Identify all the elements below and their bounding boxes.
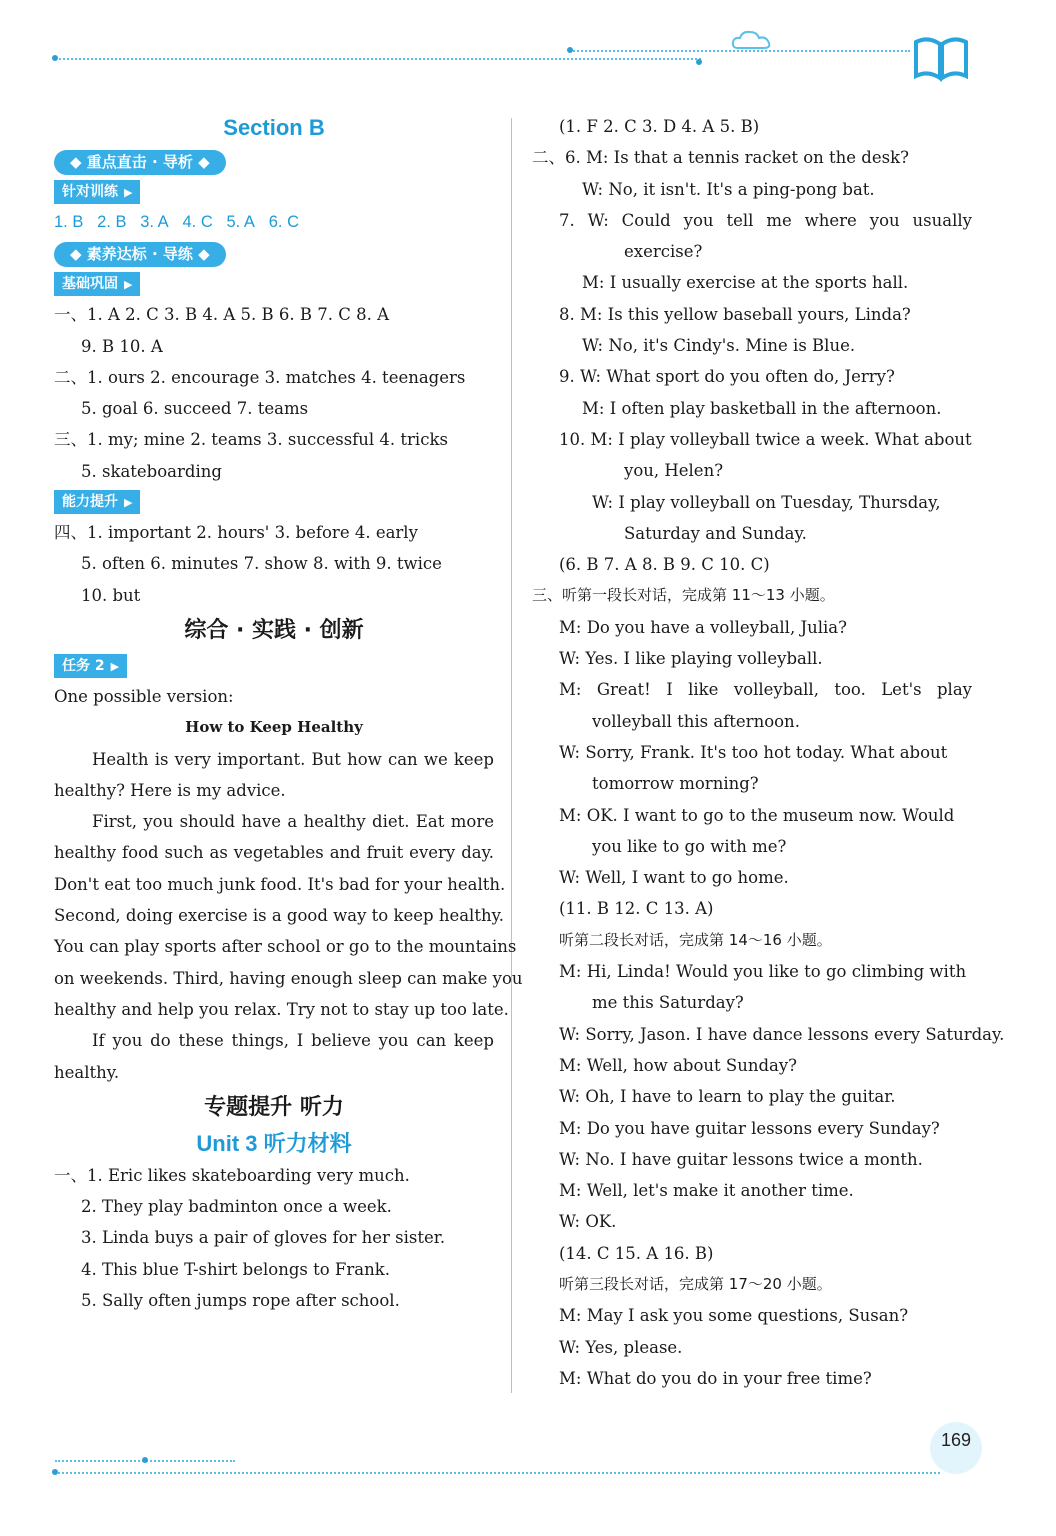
transcript-line: M: Well, let's make it another time.	[559, 1181, 854, 1201]
possible-version: One possible version:	[54, 686, 234, 706]
answer-line: 9. B 10. A	[81, 336, 163, 356]
transcript-line: you like to go with me?	[592, 836, 787, 856]
essay-line: healthy? Here is my advice.	[54, 780, 286, 800]
transcript-line: M: Hi, Linda! Would you like to go climbing with	[559, 962, 967, 982]
answer: 1. B	[54, 213, 84, 231]
pill-label: 素养达标 · 导练	[86, 245, 193, 264]
transcript-line: 9. W: What sport do you often do, Jerry?	[559, 367, 895, 387]
transcript-line: volleyball this afternoon.	[592, 711, 800, 731]
tag-label: 基础巩固	[62, 276, 118, 293]
listening-line: 一、1. Eric likes skateboarding very much.	[54, 1165, 410, 1185]
essay-line: Second, doing exercise is a good way to keep healthy.	[54, 906, 504, 926]
transcript-line: W: Sorry, Frank. It's too hot today. What about	[559, 742, 948, 762]
transcript-line: (14. C 15. A 16. B)	[559, 1243, 714, 1263]
tag-label: 能力提升	[62, 494, 118, 511]
transcript-line: 二、6. M: Is that a tennis racket on the desk?	[532, 148, 909, 168]
transcript-line: 听第二段长对话，完成第 14～16 小题。	[559, 930, 832, 949]
tag-heading: 针对训练 ▶	[54, 180, 140, 204]
transcript-line: M: I often play basketball in the afternoon.	[582, 398, 942, 418]
section-heading: 专题提升 听力	[204, 1094, 344, 1120]
essay-line: healthy.	[54, 1062, 120, 1082]
essay-line: Health is very important. But how can we keep	[92, 749, 494, 769]
column-separator	[511, 118, 512, 1393]
tag-label: 针对训练	[62, 184, 118, 200]
right-column	[532, 111, 1005, 1394]
pill-heading: ◆ 重点直击 · 导析 ◆	[54, 150, 226, 175]
answer: 4. C	[182, 213, 213, 231]
transcript-line: me this Saturday?	[592, 993, 744, 1013]
transcript-line: M: Well, how about Sunday?	[559, 1055, 798, 1075]
answer-line: 5. often 6. minutes 7. show 8. with 9. twice	[81, 554, 442, 574]
transcript-line: M: Do you have guitar lessons every Sunday?	[559, 1118, 940, 1138]
footer-dot	[52, 1469, 58, 1475]
essay-line: healthy and help you relax. Try not to stay up too late.	[54, 999, 509, 1019]
essay-line: healthy food such as vegetables and fruit every day.	[54, 843, 494, 863]
answer: 5. A	[226, 213, 255, 231]
header-dotted-line	[55, 58, 701, 60]
listening-line: 3. Linda buys a pair of gloves for her sister.	[81, 1228, 446, 1248]
footer-dotted-line	[55, 1472, 940, 1474]
transcript-line: (6. B 7. A 8. B 9. C 10. C)	[559, 555, 770, 575]
transcript-line: (1. F 2. C 3. D 4. A 5. B)	[559, 117, 760, 136]
transcript-line: 7. W: Could you tell me where you usually	[559, 210, 972, 230]
transcript-line: M: Great! I like volleyball, too. Let's play	[559, 680, 972, 700]
transcript-line: M: I usually exercise at the sports hall.	[582, 273, 909, 293]
header-dot	[567, 47, 573, 53]
transcript-line: W: Sorry, Jason. I have dance lessons every Saturday.	[559, 1024, 1005, 1044]
transcript-line: 10. M: I play volleyball twice a week. What about	[559, 429, 972, 449]
unit-title: Unit 3 听力材料	[196, 1130, 352, 1156]
answer: 3. A	[140, 213, 169, 231]
essay-line: You can play sports after school or go to the mountains	[54, 937, 517, 957]
answer-line: 三、1. my; mine 2. teams 3. successful 4. tricks	[54, 430, 448, 450]
transcript-line: tomorrow morning?	[592, 774, 759, 794]
essay-line: Don't eat too much junk food. It's bad for your health.	[54, 874, 506, 894]
transcript-line: W: OK.	[559, 1212, 617, 1232]
answer: 6. C	[268, 213, 299, 231]
transcript-line: 三、听第一段长对话，完成第 11～13 小题。	[532, 586, 835, 605]
pill-heading: ◆ 素养达标 · 导练 ◆	[54, 242, 226, 267]
essay-title: How to Keep Healthy	[185, 718, 363, 737]
transcript-line: W: Well, I want to go home.	[559, 868, 789, 888]
transcript-line: exercise?	[624, 242, 703, 262]
listening-line: 4. This blue T-shirt belongs to Frank.	[81, 1259, 390, 1279]
tag-label: 任务 2	[62, 657, 105, 674]
transcript-line: Saturday and Sunday.	[624, 523, 807, 543]
footer-dot	[142, 1457, 148, 1463]
transcript-line: M: OK. I want to go to the museum now. Would	[559, 805, 955, 825]
transcript-line: M: May I ask you some questions, Susan?	[559, 1306, 909, 1326]
transcript-line: W: No, it's Cindy's. Mine is Blue.	[582, 336, 856, 356]
header-dot	[52, 55, 58, 61]
answer-line: 10. but	[81, 585, 141, 605]
left-column	[54, 110, 523, 1316]
book-icon	[912, 34, 970, 82]
answer-line: 二、1. ours 2. encourage 3. matches 4. teenagers	[54, 367, 466, 387]
listening-line: 2. They play badminton once a week.	[81, 1197, 392, 1217]
transcript-line: W: Yes. I like playing volleyball.	[559, 649, 823, 669]
listening-line: 5. Sally often jumps rope after school.	[81, 1291, 400, 1311]
answer-line: 一、1. A 2. C 3. B 4. A 5. B 6. B 7. C 8. A	[54, 305, 389, 325]
tag-heading: 基础巩固 ▶	[54, 272, 140, 296]
transcript-line: 听第三段长对话，完成第 17～20 小题。	[559, 1274, 832, 1293]
transcript-line: W: No. I have guitar lessons twice a month.	[559, 1149, 923, 1169]
page-number: 169	[940, 1430, 972, 1450]
answer-line: 四、1. important 2. hours' 3. before 4. early	[54, 523, 418, 543]
essay-line: If you do these things, I believe you can keep	[92, 1031, 494, 1051]
transcript-line: W: I play volleyball on Tuesday, Thursday,	[592, 492, 941, 512]
cloud-icon	[730, 28, 774, 52]
answer: 2. B	[97, 213, 127, 231]
answer-row	[54, 207, 494, 238]
transcript-line: W: No, it isn't. It's a ping-pong bat.	[582, 179, 875, 199]
section-heading: 综合 · 实践 · 创新	[184, 617, 364, 643]
answer-line: 5. goal 6. succeed 7. teams	[81, 399, 309, 419]
tag-heading: 任务 2 ▶	[54, 654, 127, 678]
answer-line: 5. skateboarding	[81, 461, 222, 481]
transcript-line: M: Do you have a volleyball, Julia?	[559, 617, 847, 637]
transcript-line: 8. M: Is this yellow baseball yours, Linda?	[559, 304, 911, 324]
pill-label: 重点直击 · 导析	[86, 153, 193, 171]
transcript-line: W: Oh, I have to learn to play the guitar.	[559, 1087, 896, 1107]
tag-heading: 能力提升 ▶	[54, 490, 140, 514]
section-title: Section B	[223, 115, 325, 140]
essay-line: on weekends. Third, having enough sleep can make you	[54, 968, 523, 988]
transcript-line: W: Yes, please.	[559, 1337, 683, 1357]
header-dot	[696, 59, 702, 65]
essay-line: First, you should have a healthy diet. Eat more	[92, 812, 494, 832]
transcript-line: M: What do you do in your free time?	[559, 1368, 872, 1388]
transcript-line: you, Helen?	[624, 461, 724, 481]
transcript-line: (11. B 12. C 13. A)	[559, 899, 714, 919]
